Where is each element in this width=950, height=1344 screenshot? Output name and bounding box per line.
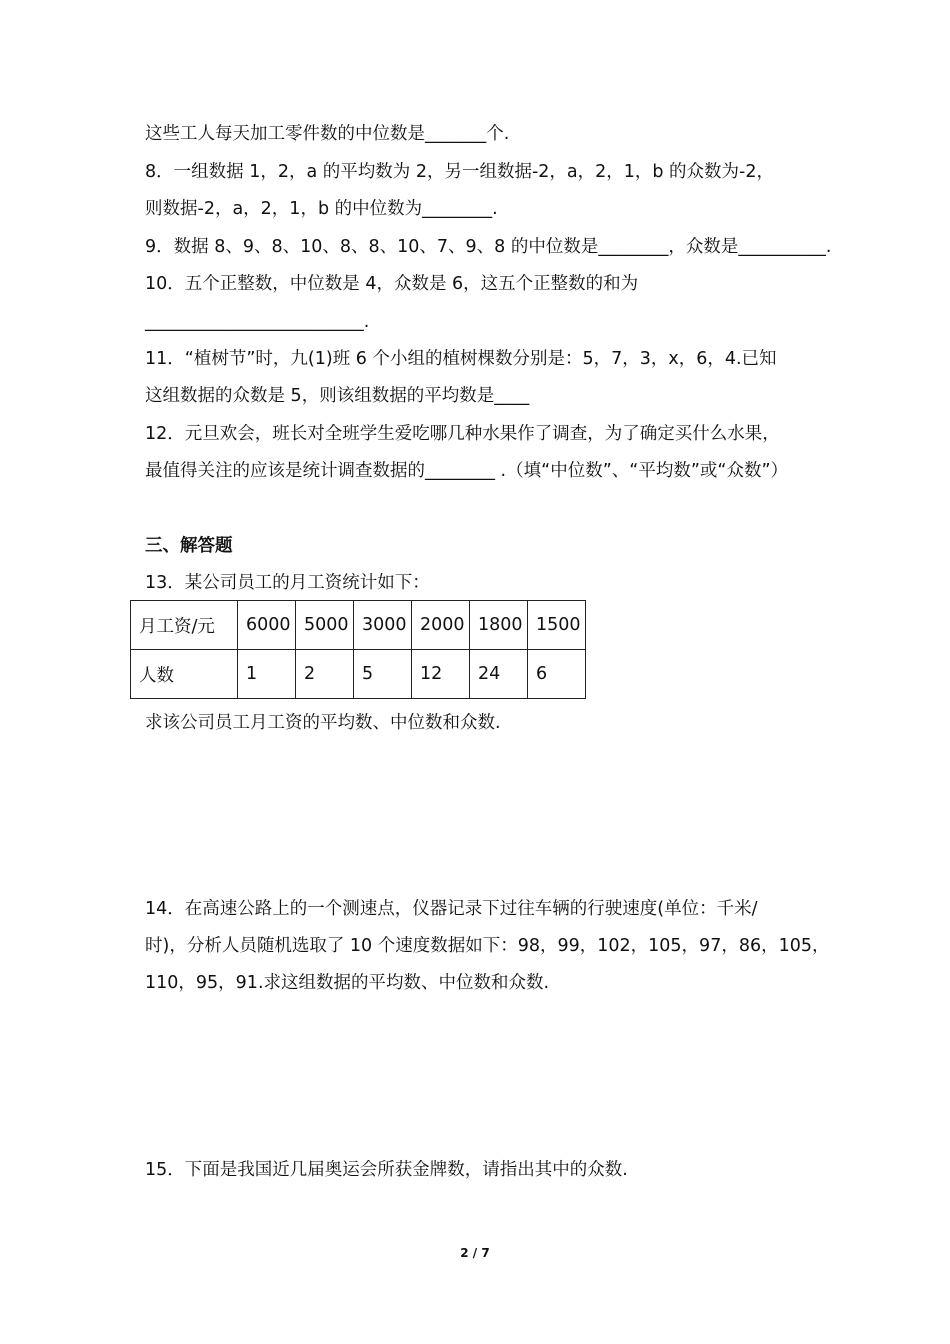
wage-table	[130, 600, 586, 699]
text-line-q11-1: 11．“植树节”时，九(1)班 6 个小组的植树棵数分别是：5，7，3，x，6，4.已知	[145, 349, 777, 369]
text-line-q12-1: 12．元旦欢会，班长对全班学生爱吃哪几种水果作了调查，为了确定买什么水果，	[145, 424, 780, 444]
table-cell: 12	[412, 650, 470, 699]
text-line-q10-1: 10．五个正整数，中位数是 4，众数是 6，这五个正整数的和为	[145, 274, 639, 294]
q13-intro: 13．某公司员工的月工资统计如下：	[145, 573, 430, 593]
section-heading: 三、解答题	[145, 536, 233, 556]
table-cell: 1500	[528, 601, 586, 650]
table-cell: 2000	[412, 601, 470, 650]
table-row	[131, 601, 586, 650]
q15-line: 15．下面是我国近几届奥运会所获金牌数，请指出其中的众数.	[145, 1160, 628, 1180]
q14-line-3: 110，95，91.求这组数据的平均数、中位数和众数.	[145, 973, 550, 993]
table-cell: 5000	[296, 601, 354, 650]
table-cell: 5	[354, 650, 412, 699]
table-cell: 1800	[470, 601, 528, 650]
text-line-q12-2: 最值得关注的应该是统计调查数据的________ .（填“中位数”、“平均数”或“众数”）	[145, 461, 789, 481]
table-cell-header: 月工资/元	[131, 601, 238, 650]
table-cell: 3000	[354, 601, 412, 650]
q14-line-2: 时)，分析人员随机选取了 10 个速度数据如下：98，99，102，105，97，86，105，	[145, 936, 830, 956]
table-cell-header: 人数	[131, 650, 238, 699]
table-cell: 6	[528, 650, 586, 699]
page-number: 2 / 7	[460, 1246, 490, 1260]
text-line-q8-2: 则数据-2，a，2，1，b 的中位数为________.	[145, 199, 498, 219]
text-line-q11-2: 这组数据的众数是 5，则该组数据的平均数是____	[145, 386, 530, 406]
table-cell: 6000	[238, 601, 296, 650]
table-cell: 2	[296, 650, 354, 699]
text-line-q9: 9．数据 8、9、8、10、8、8、10、7、9、8 的中位数是________，众数是__________.	[145, 237, 832, 257]
text-line-q8-1: 8．一组数据 1，2，a 的平均数为 2，另一组数据-2，a，2，1，b 的众数为-2，	[145, 162, 775, 182]
table-row	[131, 650, 586, 699]
q14-line-1: 14．在高速公路上的一个测速点，仪器记录下过往车辆的行驶速度(单位：千米/	[145, 899, 758, 919]
q13-question: 求该公司员工月工资的平均数、中位数和众数.	[145, 713, 501, 733]
table-cell: 24	[470, 650, 528, 699]
text-line-q7-end: 这些工人每天加工零件数的中位数是_______个.	[145, 124, 510, 144]
table-cell: 1	[238, 650, 296, 699]
text-line-q10-2: _________________________.	[145, 312, 370, 332]
